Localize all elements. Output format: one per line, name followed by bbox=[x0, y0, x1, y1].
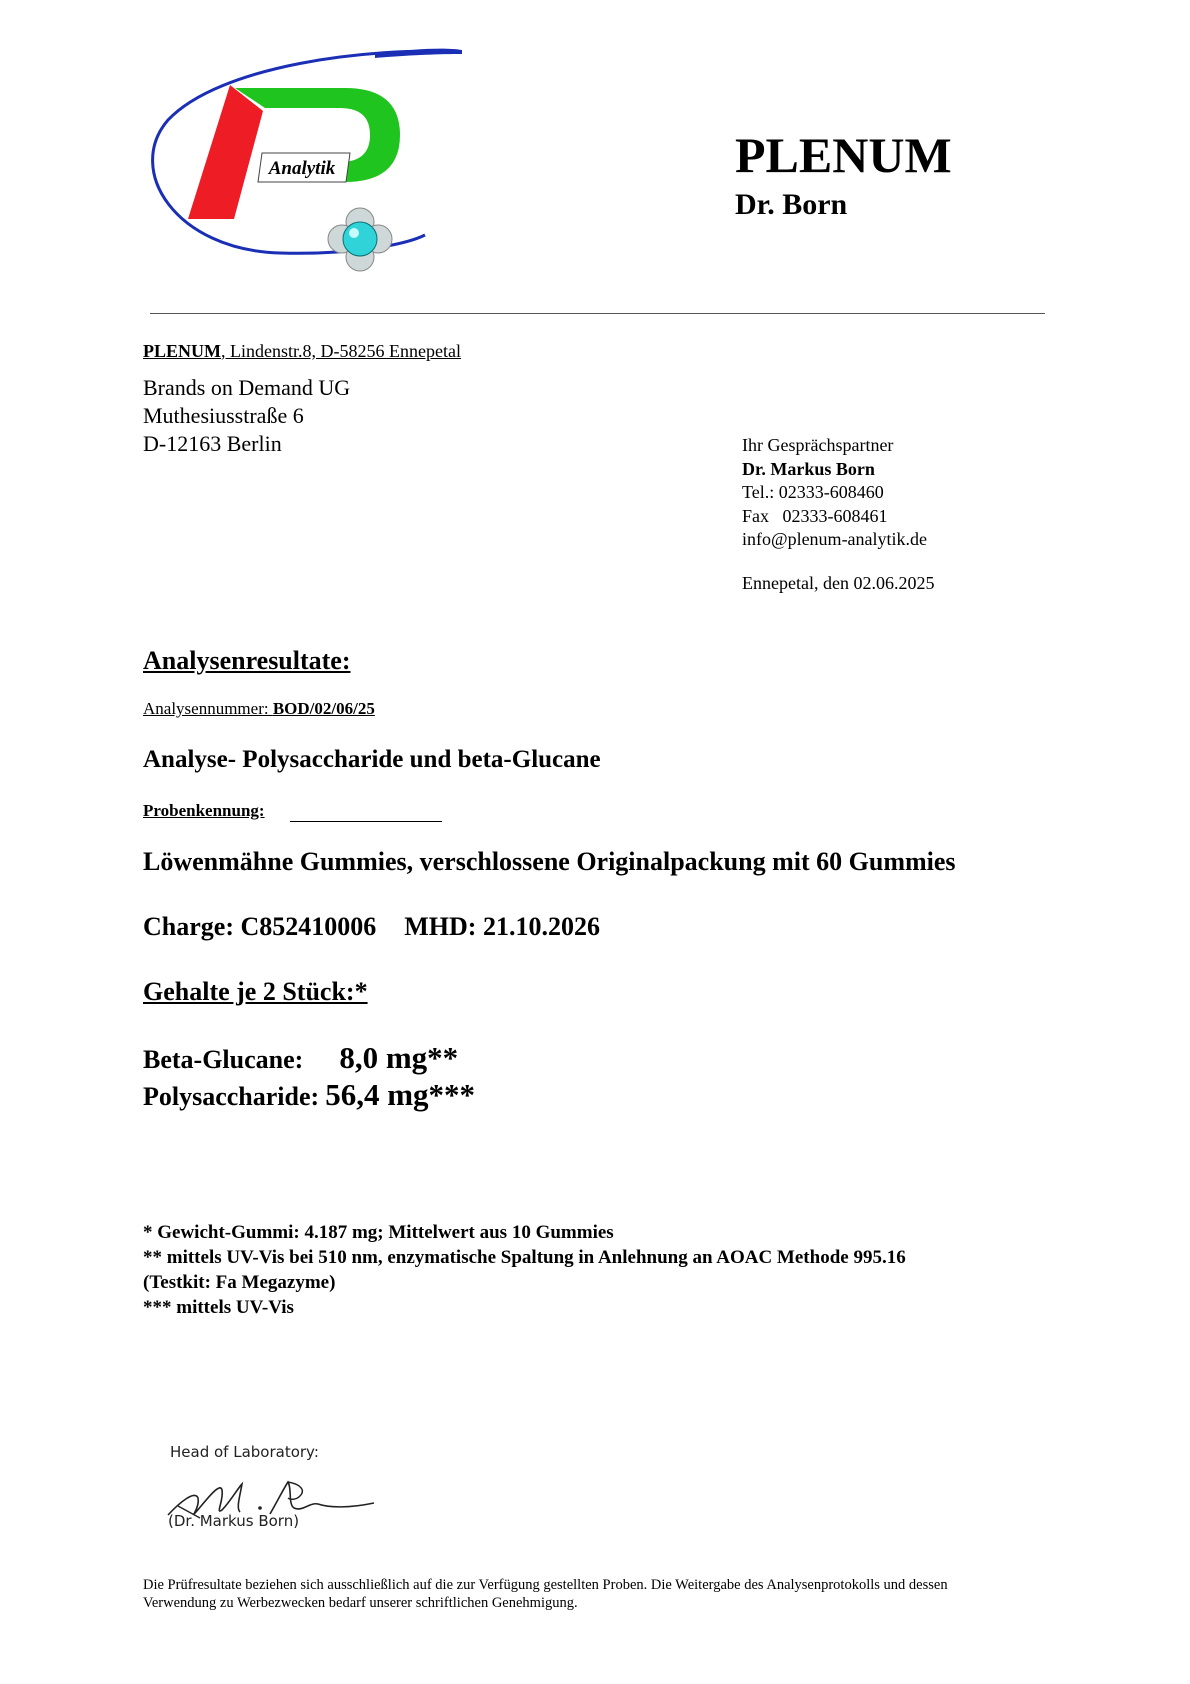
result-beta-glucane bbox=[143, 1040, 458, 1076]
recipient-address bbox=[143, 374, 350, 458]
disclaimer bbox=[143, 1576, 948, 1612]
sender-street: , Lindenstr.8, D-58256 Ennepetal bbox=[221, 341, 461, 361]
footnote: (Testkit: Fa Megazyme) bbox=[143, 1272, 336, 1293]
sample-description: Löwenmähne Gummies, verschlossene Originalpackung mit 60 Gummies bbox=[143, 847, 956, 876]
footnote: * Gewicht-Gummi: 4.187 mg; Mittelwert aus 10 Gummies bbox=[143, 1222, 614, 1243]
logo-orbit bbox=[153, 51, 460, 253]
contact-fax: Fax 02333-608461 bbox=[742, 505, 888, 526]
batch-number: Charge: C852410006 bbox=[143, 912, 377, 941]
batch-info bbox=[143, 912, 600, 942]
brand-subtitle: Dr. Born bbox=[735, 188, 848, 221]
result-value: 56,4 mg*** bbox=[325, 1077, 476, 1112]
results-heading: Analysenresultate: bbox=[143, 646, 351, 675]
footnote: *** mittels UV-Vis bbox=[143, 1297, 294, 1318]
contact-block bbox=[742, 434, 927, 552]
analysis-number-value: BOD/02/06/25 bbox=[272, 699, 375, 718]
contact-name: Dr. Markus Born bbox=[742, 458, 875, 479]
disclaimer-line: Verwendung zu Werbezwecken bedarf unserer schriftlichen Genehmigung. bbox=[143, 1595, 578, 1611]
logo-red-stem bbox=[188, 85, 263, 219]
recipient-line: Brands on Demand UG bbox=[143, 375, 351, 400]
logo-text: Analytik bbox=[268, 158, 336, 179]
sample-label: Probenkennung: bbox=[143, 801, 265, 820]
result-polysaccharide bbox=[143, 1077, 475, 1113]
header-divider bbox=[150, 313, 1045, 314]
plenum-analytik-logo bbox=[150, 45, 480, 295]
result-label: Polysaccharide: bbox=[143, 1082, 320, 1111]
contents-title: Gehalte je 2 Stück:* bbox=[143, 977, 368, 1006]
analysis-number-label: Analysennummer: bbox=[143, 699, 273, 718]
footnotes bbox=[143, 1220, 906, 1320]
signature-name: (Dr. Markus Born) bbox=[168, 1512, 300, 1530]
sender-name: PLENUM bbox=[143, 341, 221, 361]
recipient-line: Muthesiusstraße 6 bbox=[143, 403, 304, 428]
contact-tel: Tel.: 02333-608460 bbox=[742, 482, 884, 502]
molecule-icon bbox=[328, 208, 392, 271]
analysis-title: Analyse- Polysaccharide und beta-Glucane bbox=[143, 746, 601, 773]
sample-label-line bbox=[290, 821, 442, 822]
result-value: 8,0 mg** bbox=[339, 1040, 459, 1075]
contact-label: Ihr Gesprächspartner bbox=[742, 435, 894, 455]
signature-label: Head of Laboratory: bbox=[170, 1443, 319, 1461]
analysis-number bbox=[143, 699, 375, 719]
letter-date: Ennepetal, den 02.06.2025 bbox=[742, 573, 935, 593]
brand-title: PLENUM bbox=[735, 127, 952, 183]
recipient-line: D-12163 Berlin bbox=[143, 431, 282, 456]
logo-orbit-tip bbox=[375, 49, 462, 58]
disclaimer-line: Die Prüfresultate beziehen sich ausschließlich auf die zur Verfügung gestellten Proben. Die Weitergabe des Analysenprotokolls und dessen bbox=[143, 1577, 948, 1593]
contact-email[interactable]: info@plenum-analytik.de bbox=[742, 529, 928, 549]
best-before-date: MHD: 21.10.2026 bbox=[404, 912, 600, 941]
result-label: Beta-Glucane: bbox=[143, 1045, 304, 1074]
footnote: ** mittels UV-Vis bei 510 nm, enzymatische Spaltung in Anlehnung an AOAC Methode 995.16 bbox=[143, 1247, 906, 1268]
sender-address bbox=[143, 341, 461, 362]
